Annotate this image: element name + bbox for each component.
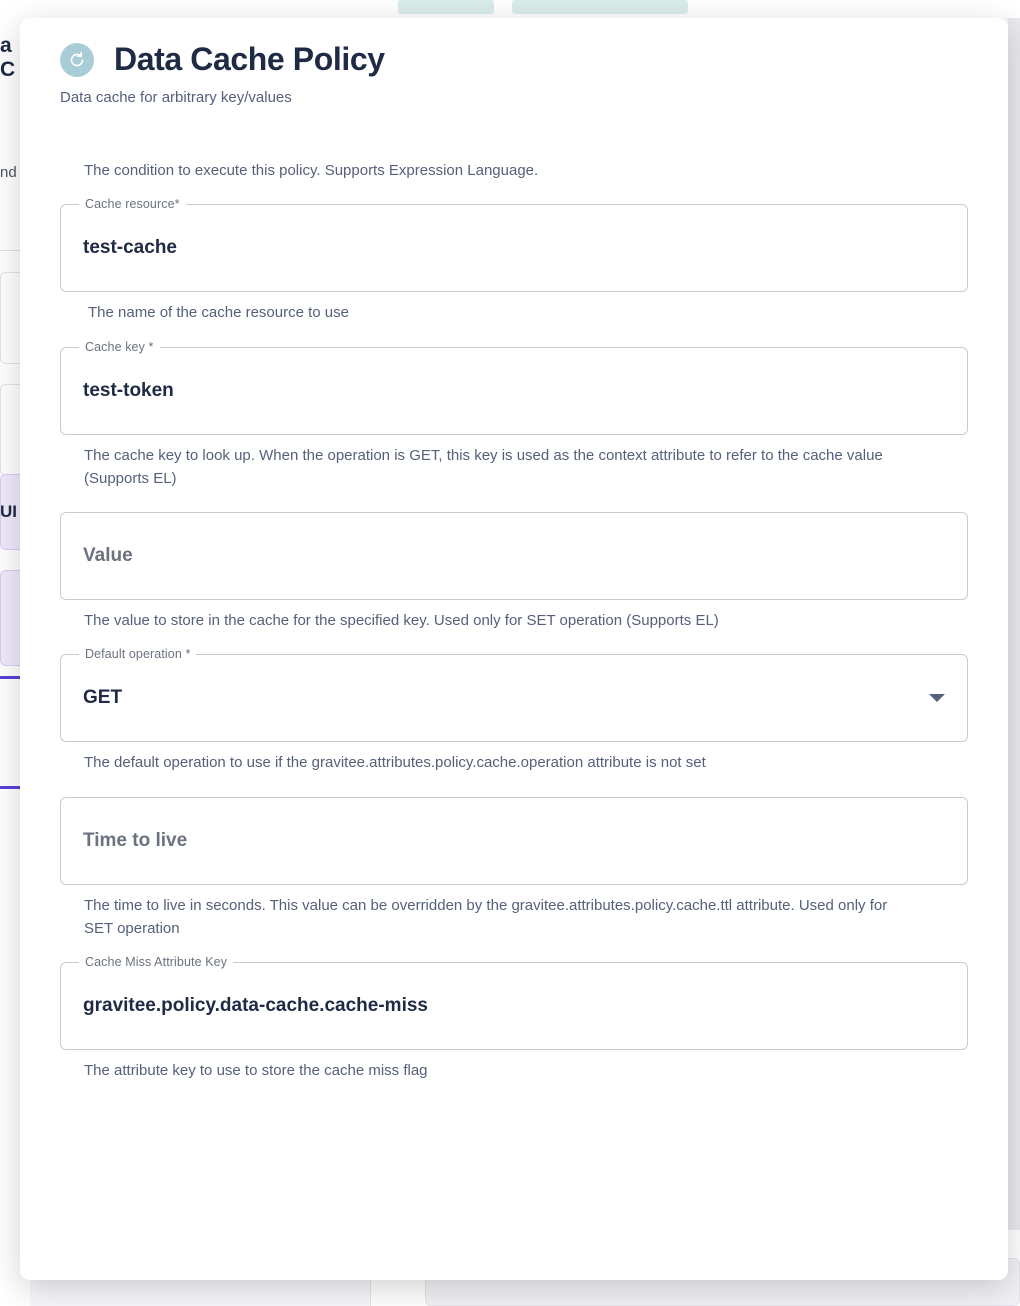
value-placeholder: Value xyxy=(83,545,133,566)
time-to-live-input[interactable] xyxy=(60,797,968,885)
cache-key-input[interactable] xyxy=(60,339,968,435)
data-cache-policy-dialog xyxy=(20,18,1008,1280)
cache-refresh-icon xyxy=(60,43,94,77)
value-field-group xyxy=(60,512,968,632)
time-to-live-field-group xyxy=(60,797,968,941)
cache-resource-input[interactable] xyxy=(60,197,968,292)
cache-miss-attribute-key-value: gravitee.policy.data-cache.cache-miss xyxy=(83,995,428,1016)
condition-field-group xyxy=(60,151,968,182)
default-operation-value: GET xyxy=(83,687,123,709)
background-tab-pill-2 xyxy=(512,0,688,14)
dialog-header xyxy=(20,18,1008,120)
cache-miss-attribute-key-field-group xyxy=(60,955,968,1082)
cache-key-label: Cache key * xyxy=(79,340,160,354)
cache-key-hint: The cache key to look up. When the operation is GET, this key is used as the context attribute to refer to the cache value (Supports EL) xyxy=(84,446,883,487)
background-tab-pill-1 xyxy=(398,0,494,14)
cache-resource-field-group xyxy=(60,197,968,324)
background-page-subtitle: nd xyxy=(0,164,17,181)
cache-miss-attribute-key-hint: The attribute key to use to store the cache miss flag xyxy=(84,1062,428,1079)
background-ui-label: UI xyxy=(0,502,17,521)
dialog-subtitle: Data cache for arbitrary key/values xyxy=(60,89,292,107)
dialog-title-row xyxy=(60,42,968,77)
policy-config-form xyxy=(60,151,968,1082)
default-operation-label: Default operation * xyxy=(79,647,196,661)
condition-hint: The condition to execute this policy. Supports Expression Language. xyxy=(84,162,539,179)
default-operation-field-group xyxy=(60,647,968,774)
chevron-down-icon[interactable] xyxy=(929,694,945,702)
dialog-body-scroll[interactable] xyxy=(20,151,1008,1213)
dialog-footer xyxy=(20,1213,1008,1280)
cache-resource-hint: The name of the cache resource to use xyxy=(88,304,349,322)
time-to-live-placeholder: Time to live xyxy=(83,829,188,851)
cache-key-value: test-token xyxy=(83,379,174,401)
cache-miss-attribute-key-label: Cache Miss Attribute Key xyxy=(79,955,233,969)
background-right-strip xyxy=(1008,18,1020,1230)
default-operation-select[interactable] xyxy=(60,647,968,742)
dialog-title: Data Cache Policy xyxy=(114,41,385,77)
value-input[interactable] xyxy=(60,512,968,600)
time-to-live-hint: The time to live in seconds. This value can be overridden by the gravitee.attributes.policy.cache.ttl attribute. Used only for SET operation xyxy=(84,896,888,937)
background-topbar xyxy=(0,0,1020,18)
cache-resource-value: test-cache xyxy=(83,237,177,259)
value-hint: The value to store in the cache for the specified key. Used only for SET operation (Supports EL) xyxy=(84,612,719,629)
cache-key-field-group xyxy=(60,339,968,491)
background-page-title: a C xyxy=(0,34,15,81)
cache-resource-label: Cache resource* xyxy=(79,197,186,211)
cache-miss-attribute-key-input[interactable] xyxy=(60,955,968,1050)
default-operation-hint: The default operation to use if the gravitee.attributes.policy.cache.operation attribute is not set xyxy=(84,754,706,772)
